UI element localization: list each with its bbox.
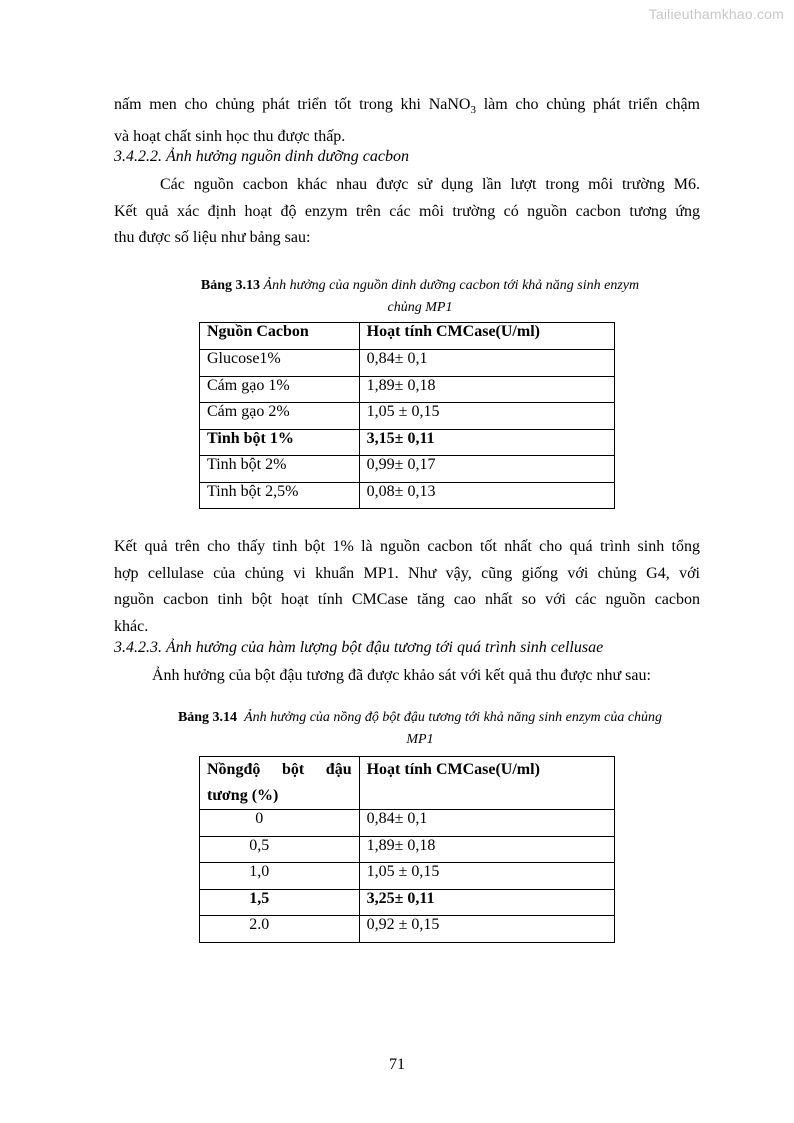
- page-number: 71: [389, 1056, 405, 1073]
- table1-header-row: [200, 323, 615, 350]
- table-cell: 1,0: [200, 863, 360, 890]
- table1-caption: Bảng 3.13 Ảnh hưởng của nguồn dinh dưỡng cacbon tới khả năng sinh enzym chủng MP1: [200, 278, 640, 315]
- table-row: [200, 403, 615, 430]
- table-row: [200, 376, 615, 403]
- table-cell: 1,89± 0,18: [359, 376, 614, 403]
- table-row: [200, 863, 615, 890]
- table-row-highlight: [200, 889, 615, 916]
- table-cell: 0,84± 0,1: [359, 350, 614, 377]
- table1-header-activity: Hoạt tính CMCase(U/ml): [359, 323, 614, 350]
- table-cell: Cám gạo 2%: [200, 403, 360, 430]
- table-cell: 2.0: [200, 916, 360, 943]
- table2-header-concentration: Nồngđộ bột đậu tương (%): [200, 757, 360, 810]
- table-cell: 0,99± 0,17: [359, 456, 614, 483]
- table-cell: 1,05 ± 0,15: [359, 403, 614, 430]
- table-cell: 0,5: [200, 836, 360, 863]
- section1-paragraph: [114, 172, 700, 252]
- table1-header-source: Nguồn Cacbon: [200, 323, 360, 350]
- table-row: [200, 456, 615, 483]
- section2-paragraph: Ảnh hưởng của bột đậu tương đã được khảo sát với kết quả thu được như sau:: [152, 667, 651, 684]
- table-cell: Tinh bột 2%: [200, 456, 360, 483]
- result-line-2: hợp cellulase của chủng vi khuẩn MP1. Như vậy, cũng giống với chủng G4, với: [114, 564, 700, 582]
- table2-header-activity: Hoạt tính CMCase(U/ml): [359, 757, 614, 810]
- section-heading-3-4-2-2: 3.4.2.2. Ảnh hưởng nguồn dinh dưỡng cacbon: [114, 148, 409, 165]
- watermark: Tailieuthamkhao.com: [648, 6, 784, 22]
- intro-line-2: và hoạt chất sinh học thu được thấp.: [114, 127, 346, 145]
- result-line-4: khác.: [114, 617, 149, 635]
- intro-line-1: nấm men cho chủng phát triển tốt trong khi NaNO$_3$ làm cho chủng phát triển chậm: [114, 96, 700, 117]
- table-row: [200, 810, 615, 837]
- table-cell: 0: [200, 810, 360, 837]
- table-cell: 3,15± 0,11: [359, 429, 614, 456]
- table-cell: 1,05 ± 0,15: [359, 863, 614, 890]
- section1-line-2: Kết quả xác định hoạt độ enzym trên các môi trường có nguồn cacbon tương ứng: [114, 202, 700, 220]
- table-cell: Cám gạo 1%: [200, 376, 360, 403]
- table-row-highlight: [200, 429, 615, 456]
- table2-header-row: [200, 757, 615, 810]
- table2-caption: Bảng 3.14 Ảnh hưởng của nồng độ bột đậu tương tới khả năng sinh enzym của chủng MP1: [177, 710, 663, 747]
- table-cell: 0,08± 0,13: [359, 482, 614, 509]
- table-cell: 0,92 ± 0,15: [359, 916, 614, 943]
- table-cell: Glucose1%: [200, 350, 360, 377]
- result-paragraph: [114, 534, 700, 640]
- result-line-3: nguồn cacbon tinh bột hoạt tính CMCase tăng cao nhất so với các nguồn cacbon: [114, 591, 700, 608]
- table-3-13: [199, 322, 615, 509]
- table-cell: 1,89± 0,18: [359, 836, 614, 863]
- section1-line-3: thu được số liệu như bảng sau:: [114, 229, 311, 246]
- table-cell: 1,5: [200, 889, 360, 916]
- section-heading-3-4-2-3: 3.4.2.3. Ảnh hưởng của hàm lượng bột đậu tương tới quá trình sinh cellusae: [114, 639, 604, 656]
- table-cell: Tinh bột 2,5%: [200, 482, 360, 509]
- intro-paragraph: [114, 92, 700, 150]
- table-cell: Tinh bột 1%: [200, 429, 360, 456]
- table-cell: 0,84± 0,1: [359, 810, 614, 837]
- table-3-14: [199, 756, 615, 943]
- section1-line-1: Các nguồn cacbon khác nhau được sử dụng lần lượt trong môi trường M6.: [160, 176, 700, 193]
- table-row: [200, 350, 615, 377]
- table-row: [200, 836, 615, 863]
- result-line-1: Kết quả trên cho thấy tinh bột 1% là nguồn cacbon tốt nhất cho quá trình sinh tổng: [114, 538, 700, 555]
- table-row: [200, 482, 615, 509]
- table-cell: 3,25± 0,11: [359, 889, 614, 916]
- table-row: [200, 916, 615, 943]
